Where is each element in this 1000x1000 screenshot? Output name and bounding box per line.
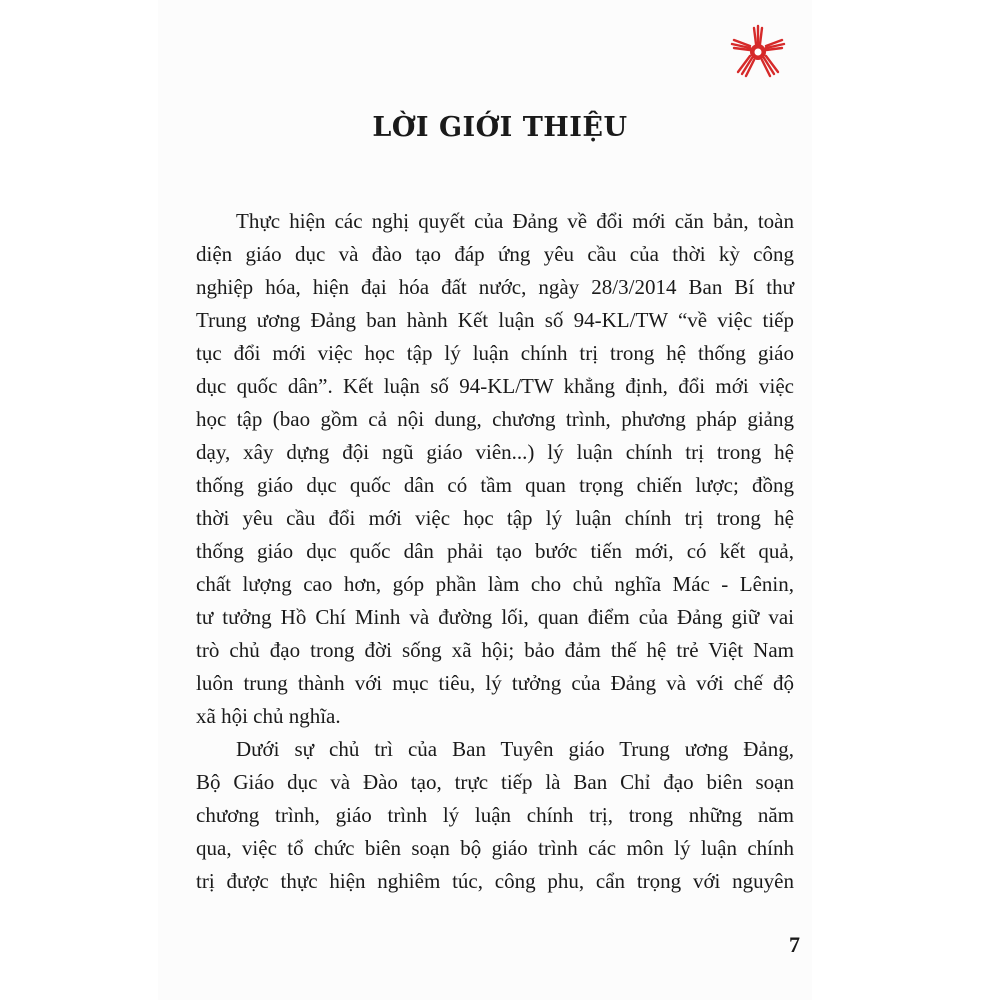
paragraph-2 — [196, 733, 794, 898]
text-line: xã hội chủ nghĩa. — [196, 704, 341, 728]
paragraph-1 — [196, 205, 794, 733]
text-line: Bộ Giáo dục và Đào tạo, trực tiếp là Ban Chỉ đạo biên soạn — [196, 770, 794, 794]
text-line: tục đổi mới việc học tập lý luận chính trị trong hệ thống giáo — [196, 341, 794, 365]
text-line: nghiệp hóa, hiện đại hóa đất nước, ngày 28/3/2014 Ban Bí thư — [196, 275, 794, 299]
text-line: Trung ương Đảng ban hành Kết luận số 94-KL/TW “về việc tiếp — [196, 308, 794, 332]
text-line: Dưới sự chủ trì của Ban Tuyên giáo Trung ương Đảng, — [236, 737, 794, 761]
text-line: thống giáo dục quốc dân phải tạo bước tiến mới, có kết quả, — [196, 539, 794, 563]
text-line: dục quốc dân”. Kết luận số 94-KL/TW khẳng định, đổi mới việc — [196, 374, 794, 398]
text-line: luôn trung thành với mục tiêu, lý tưởng của Đảng và với chế độ — [196, 671, 794, 695]
text-line: tư tưởng Hồ Chí Minh và đường lối, quan điểm của Đảng giữ vai — [196, 605, 794, 629]
text-line: Thực hiện các nghị quyết của Đảng về đổi mới căn bản, toàn — [236, 209, 794, 233]
page-number: 7 — [789, 932, 800, 957]
text-line: chất lượng cao hơn, góp phần làm cho chủ nghĩa Mác - Lênin, — [196, 572, 794, 596]
text-line: thời yêu cầu đổi mới việc học tập lý luận chính trị trong hệ — [196, 506, 794, 530]
text-line: chương trình, giáo trình lý luận chính trị, trong những năm — [196, 803, 794, 827]
text-line: học tập (bao gồm cả nội dung, chương trình, phương pháp giảng — [196, 407, 794, 431]
text-line: qua, việc tổ chức biên soạn bộ giáo trình các môn lý luận chính — [196, 836, 794, 860]
body-text — [196, 205, 794, 898]
text-line: dạy, xây dựng đội ngũ giáo viên...) lý luận chính trị trong hệ — [196, 440, 794, 464]
text-line: diện giáo dục và đào tạo đáp ứng yêu cầu của thời kỳ công — [196, 242, 794, 266]
star-emblem-icon — [728, 22, 788, 78]
text-line: trò chủ đạo trong đời sống xã hội; bảo đảm thế hệ trẻ Việt Nam — [196, 638, 794, 662]
page-title: LỜI GIỚI THIỆU — [372, 112, 628, 143]
text-line: thống giáo dục quốc dân có tầm quan trọng chiến lược; đồng — [196, 473, 794, 497]
text-line: trị được thực hiện nghiêm túc, công phu, cẩn trọng với nguyên — [196, 869, 794, 893]
